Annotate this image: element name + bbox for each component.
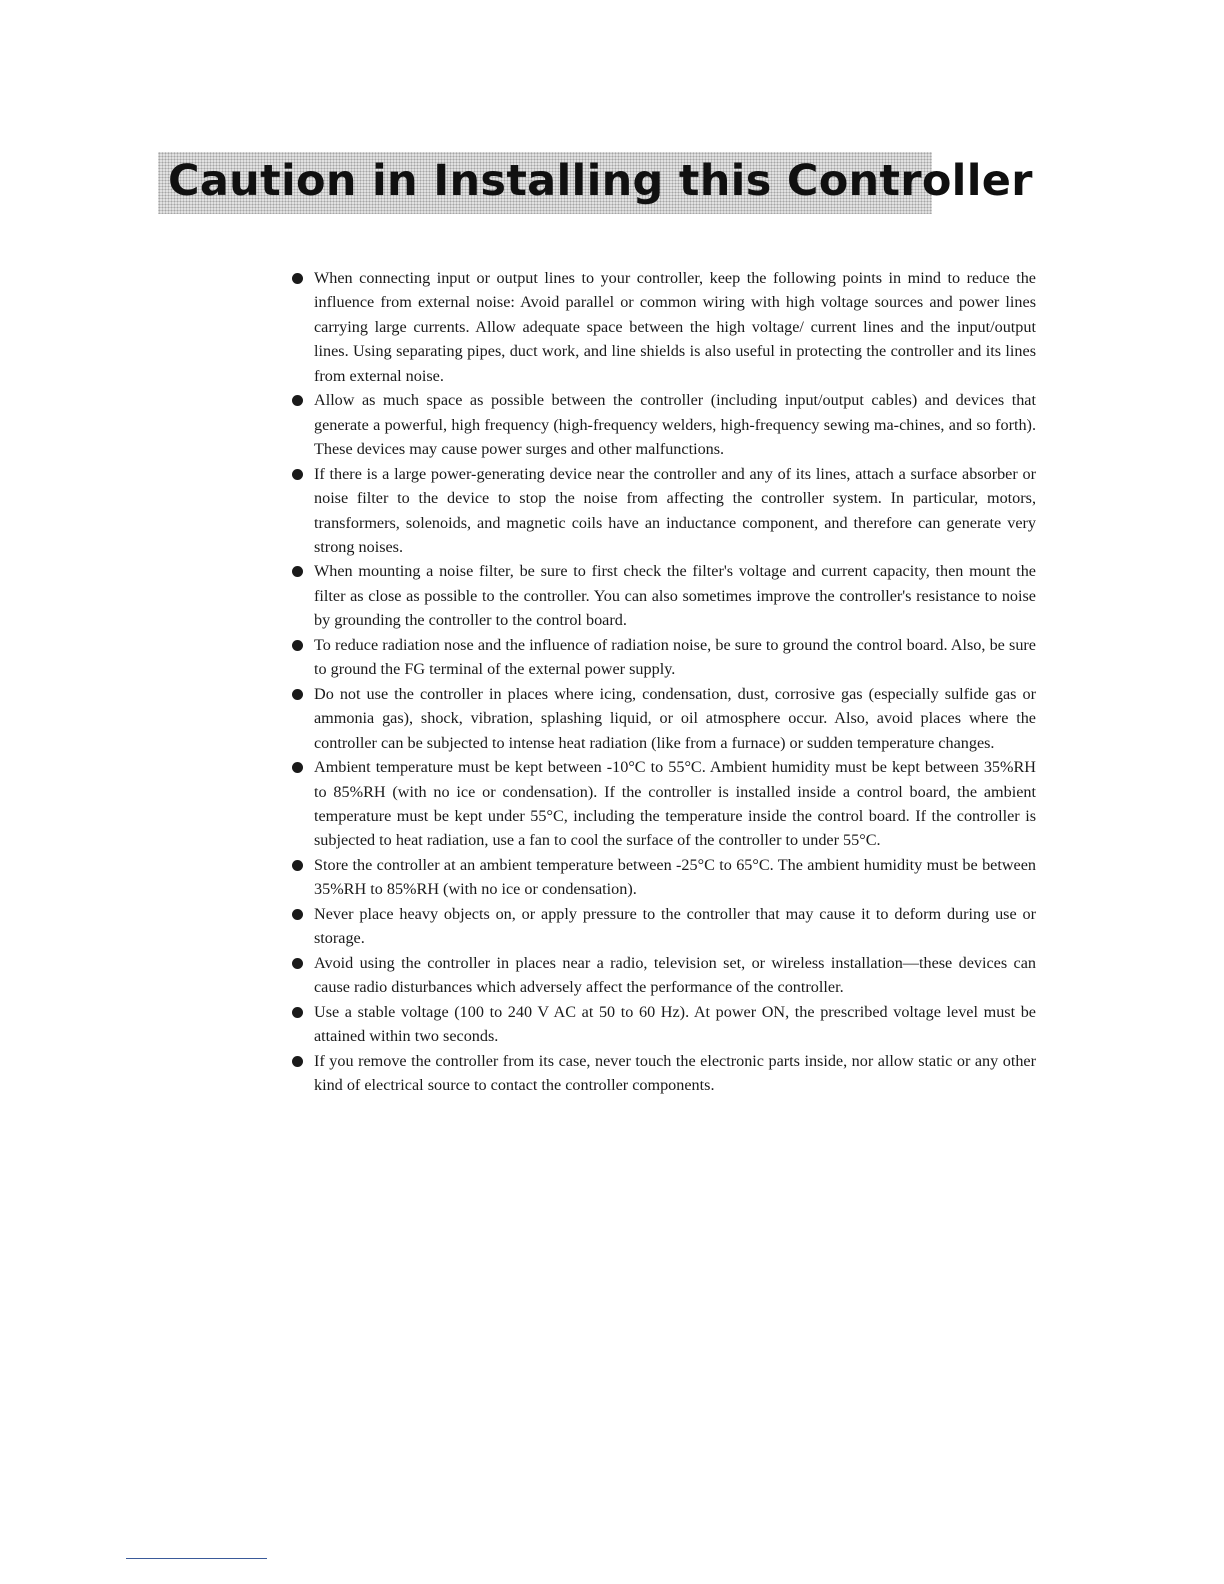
list-item-text: Do not use the controller in places where icing, condensation, dust, corrosive gas (especially sulfide gas or ammonia gas), shock, vibration, splashing liquid, or oil atmosphere occur. Also, avoid places where the controller can be subjected to intense heat radiation (like from a furnace) or sudden temperature changes. xyxy=(314,684,1036,752)
list-item-text: To reduce radiation nose and the influence of radiation noise, be sure to ground the control board. Also, be sure to ground the FG terminal of the external power supply. xyxy=(314,635,1036,679)
list-item xyxy=(292,559,1036,632)
list-item xyxy=(292,633,1036,682)
list-item xyxy=(292,853,1036,902)
footer-rule xyxy=(126,1558,267,1559)
bullet-icon xyxy=(292,395,303,406)
bullet-icon xyxy=(292,640,303,651)
list-item xyxy=(292,388,1036,461)
bullet-icon xyxy=(292,762,303,773)
page-title: Caution in Installing this Controller xyxy=(168,156,1033,206)
bullet-icon xyxy=(292,1056,303,1067)
list-item-text: Ambient temperature must be kept between -10°C to 55°C. Ambient humidity must be kept between 35%RH to 85%RH (with no ice or condensation). If the controller is installed inside a control board, the ambient temperature must be kept under 55°C, including the temperature inside the control board. If the controller is subjected to heat radiation, use a fan to cool the surface of the controller to under 55°C. xyxy=(314,758,1036,850)
list-item-text: If there is a large power-generating device near the controller and any of its lines, attach a surface absorber or noise filter to the device to stop the noise from affecting the controller system. In particular, motors, transformers, solenoids, and magnetic coils have an inductance component, and therefore can generate very strong noises. xyxy=(314,464,1036,556)
bullet-icon xyxy=(292,909,303,920)
bullet-icon xyxy=(292,860,303,871)
bullet-icon xyxy=(292,958,303,969)
list-item xyxy=(292,951,1036,1000)
list-item xyxy=(292,1049,1036,1098)
list-item-text: Use a stable voltage (100 to 240 V AC at 50 to 60 Hz). At power ON, the prescribed voltage level must be attained within two seconds. xyxy=(314,1002,1036,1046)
caution-list xyxy=(292,266,1036,1097)
list-item xyxy=(292,902,1036,951)
list-item-text: Avoid using the controller in places near a radio, television set, or wireless installation—these devices can cause radio disturbances which adversely affect the performance of the controller. xyxy=(314,953,1036,997)
bullet-icon xyxy=(292,566,303,577)
list-item xyxy=(292,755,1036,853)
bullet-icon xyxy=(292,469,303,480)
list-item xyxy=(292,682,1036,755)
bullet-icon xyxy=(292,273,303,284)
bullet-icon xyxy=(292,689,303,700)
list-item-text: If you remove the controller from its case, never touch the electronic parts inside, nor allow static or any other kind of electrical source to contact the controller components. xyxy=(314,1051,1036,1094)
list-item-text: When mounting a noise filter, be sure to first check the filter's voltage and current capacity, then mount the filter as close as possible to the controller. You can also sometimes improve the controller's resistance to noise by grounding the controller to the control board. xyxy=(314,562,1036,630)
list-item-text: When connecting input or output lines to your controller, keep the following points in mind to reduce the influence from external noise: Avoid parallel or common wiring with high voltage sources and power lines carrying large currents. Allow adequate space between the high voltage/ current lines and the input/output lines. Using separating pipes, duct work, and line shields is also useful in protecting the controller and its lines from external noise. xyxy=(314,269,1036,385)
bullet-icon xyxy=(292,1007,303,1018)
list-item xyxy=(292,462,1036,560)
list-item xyxy=(292,266,1036,388)
list-item-text: Never place heavy objects on, or apply pressure to the controller that may cause it to deform during use or storage. xyxy=(314,904,1036,948)
list-item-text: Allow as much space as possible between the controller (including input/output cables) and devices that generate a powerful, high frequency (high-frequency welders, high-frequency sewing ma-chines, and so forth). These devices may cause power surges and other malfunctions. xyxy=(314,391,1036,459)
list-item-text: Store the controller at an ambient temperature between -25°C to 65°C. The ambient humidity must be between 35%RH to 85%RH (with no ice or condensation). xyxy=(314,855,1036,899)
list-item xyxy=(292,1000,1036,1049)
